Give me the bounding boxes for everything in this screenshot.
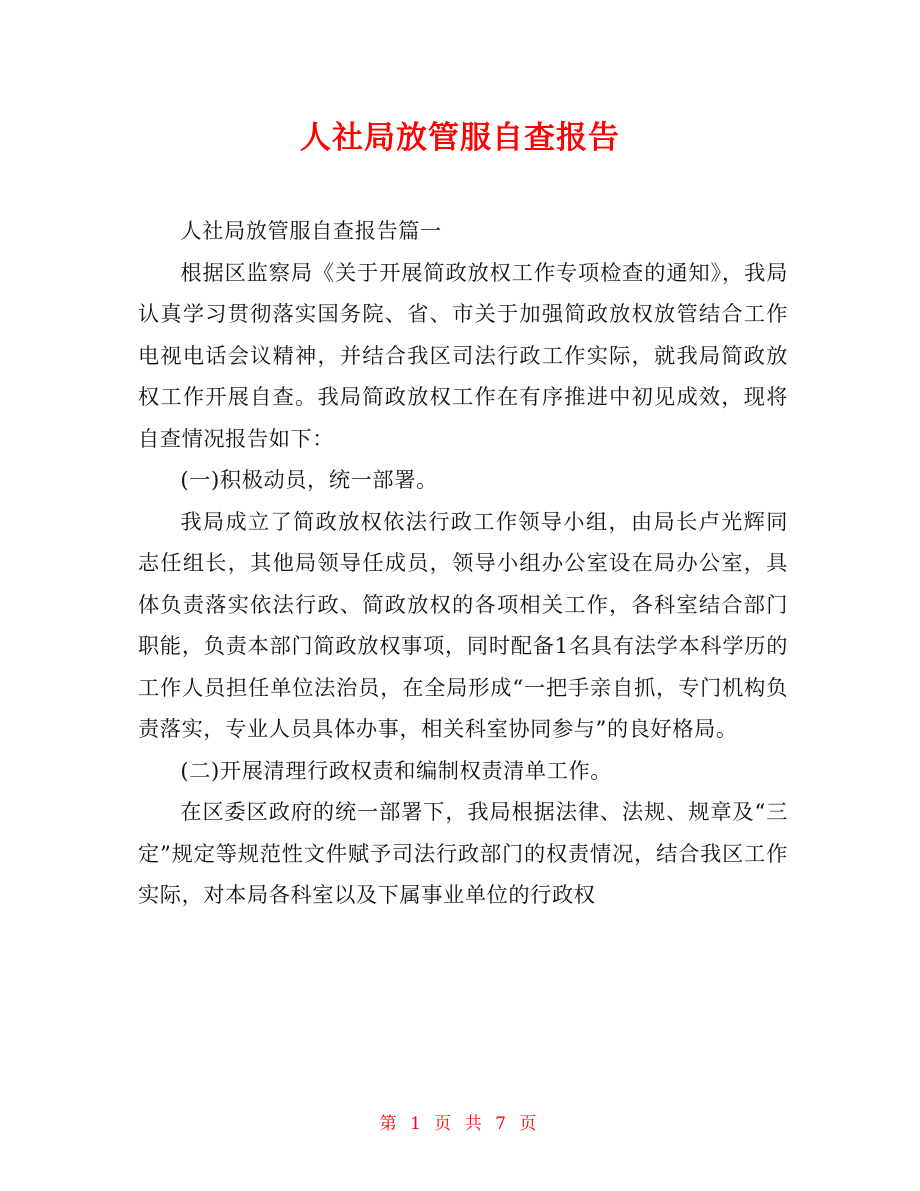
- page-number-footer: 第 1 页 共 7 页: [379, 1114, 541, 1134]
- document-body: [138, 210, 788, 916]
- paragraph: 在区委区政府的统一部署下，我局根据法律、法规、规章及“三定”规定等规范性文件赋予司法行政部门的权责情况，结合我区工作实际，对本局各科室以及下属事业单位的行政权: [138, 799, 788, 907]
- paragraph: 根据区监察局《关于开展简政放权工作专项检查的通知》，我局认真学习贯彻落实国务院、省、市关于加强简政放权放管结合工作电视电话会议精神，并结合我区司法行政工作实际，就我局简政放权工作开展自查。我局简政放权工作在有序推进中初见成效，现将自查情况报告如下：: [138, 259, 788, 451]
- subsection-heading: (二)开展清理行政权责和编制权责清单工作。: [180, 757, 613, 783]
- section-heading: 人社局放管服自查报告篇一: [180, 218, 442, 243]
- paragraph: 我局成立了简政放权依法行政工作领导小组，由局长卢光辉同志任组长，其他局领导任成员，领导小组办公室设在局办公室，具体负责落实依法行政、简政放权的各项相关工作，各科室结合部门职能，负责本部门简政放权事项，同时配备1名具有法学本科学历的工作人员担任单位法治员，在全局形成“一把手亲自抓，专门机构负责落实，专业人员具体办事，相关科室协同参与”的良好格局。: [138, 508, 788, 741]
- subsection-heading: (一)积极动员，统一部署。: [180, 467, 438, 492]
- document-title: 人社局放管服自查报告: [300, 120, 620, 156]
